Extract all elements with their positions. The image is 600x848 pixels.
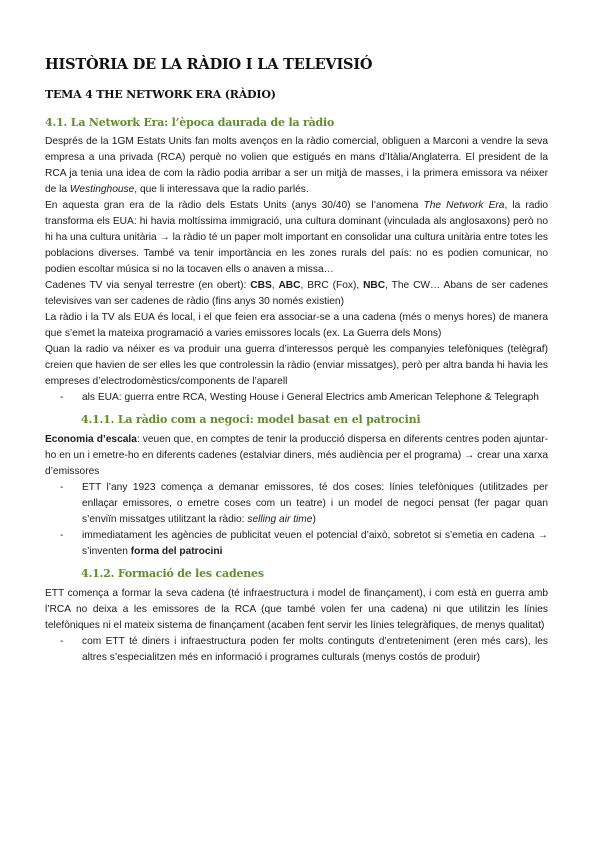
- list-item: - immediatament les agències de publicitat veuen el potencial d’això, sobretot si s’emetia en cadena → s’inventen forma del patrocini: [60, 530, 548, 557]
- bullet-list: [45, 634, 548, 666]
- bullet-dash: -: [60, 636, 64, 647]
- bullet-dash: -: [60, 392, 64, 403]
- bullet-list: [45, 480, 548, 560]
- subsection-heading: 4.1.2. Formació de les cadenes: [81, 567, 264, 580]
- bullet-dash: -: [60, 482, 64, 493]
- section-heading: 4.1. La Network Era: l’època daurada de la ràdio: [45, 116, 335, 129]
- paragraph-3: Cadenes TV via senyal terrestre (en obert): CBS, ABC, BRC (Fox), NBC, The CW… Abans de ser cadenes televisives van ser cadenes de ràdio (fins anys 30 només existien): [45, 280, 549, 307]
- bullet-dash: -: [60, 530, 64, 541]
- topic-heading: TEMA 4 THE NETWORK ERA (RÀDIO): [45, 88, 276, 101]
- paragraph-5: Quan la radio va néixer es va produir una guerra d’interessos perquè les companyies telefòniques (telègraf) creien que havien de ser elles les que controlessin la ràdio (enviar missatges), però per altra banda hi havia les empreses d’electrodomèstics/components de l’aparell: [45, 344, 548, 387]
- list-item: - com ETT té diners i infraestructura poden fer molts continguts d’entreteniment (eren més cars), les altres s’especialitzen més en informació i programes culturals (menys costós de produir): [60, 636, 548, 663]
- paragraph-1: Després de la 1GM Estats Units fan molts avenços en la ràdio comercial, obliguen a Marconi a vendre la seva empresa a una privada (RCA) perquè no volien que estigués en mans d’Itàlia/Anglaterra. El president de la RCA ja tenia una idea de com la ràdio podia arribar a ser un mitjà de masses, i la primera emissora va néixer de la Westinghouse, que li interessava que la radio parlés.: [45, 136, 548, 195]
- list-item: - als EUA: guerra entre RCA, Westing House i General Electrics amb American Telephone & Telegraph: [45, 390, 548, 406]
- document-title: HISTÒRIA DE LA RÀDIO I LA TELEVISIÓ: [45, 56, 373, 73]
- paragraph-4: La ràdio i la TV als EUA és local, i el que feien era associar-se a una cadena (més o menys hores) de manera que s’emet la mateixa programació a varies emissores locals (ex. La Guerra dels Mons): [45, 312, 548, 339]
- bullet-list: [45, 390, 548, 406]
- paragraph-chains: ETT comença a formar la seva cadena (té infraestructura i model de finançament), i com està en guerra amb l’RCA no deixa a les emissores de la RCA (que també volen fer una cadena) ni que utilitzin les línies telefòniques ni el mateix sistema de finançament (acaben fent servir les línies telegràfiques, de menys qualitat): [45, 588, 548, 631]
- subsection-heading: 4.1.1. La ràdio com a negoci: model basat en el patrocini: [81, 413, 421, 426]
- list-item: - ETT l’any 1923 comença a demanar emissores, té dos coses: línies telefòniques (utilitzades per enllaçar emissores, o emetre coses com un teatre) i un model de negoci pensat (fer pagar quan s’enviïn missatges utilitzant la ràdio: selling air time): [60, 482, 548, 525]
- paragraph-2: En aquesta gran era de la ràdio dels Estats Units (anys 30/40) se l’anomena The Network Era, la radio transforma els EUA: hi havia moltíssima immigració, una cultura dominant (vinculada als anglosaxons) però no hi ha una cultura unitària → la ràdio té un paper molt important en consolidar una cultura unitària entre totes les poblacions diverses. També va tenir importància en les zones rurals del país: no es podien comunicar, no podien escoltar música si no la tocaven ells o anaven a missa…: [45, 200, 548, 275]
- paragraph-economy: Economia d’escala: veuen que, en comptes de tenir la producció dispersa en diferents centres poden ajuntar-ho en un i emetre-ho en diferents cadenes (estalviar diners, més audiència per el programa) → crear una xarxa d’emissores: [45, 434, 548, 477]
